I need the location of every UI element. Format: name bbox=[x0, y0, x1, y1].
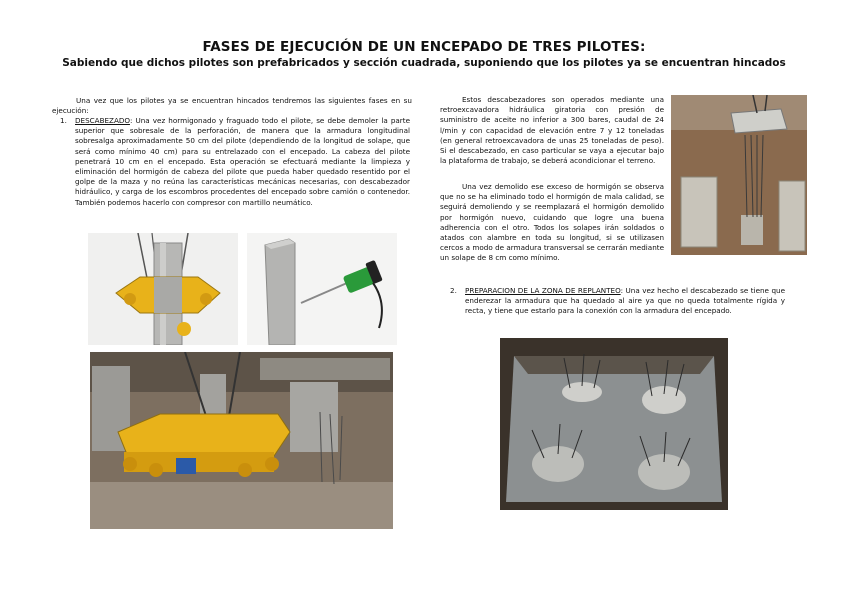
step2-paragraph bbox=[465, 286, 785, 317]
step1-heading: DESCABEZADO bbox=[75, 116, 130, 125]
right-paragraph-1: Estos descabezadores son operados mediante una retroexcavadora hidráulica giratoria con presión de suministro de aceite no inferior a 300 bares, caudal de 24 l/min y con capacidad de elevación entre 7 y 12 toneladas (en general retroexcavadora de unas 25 toneladas de peso). Si el descabezado, en caso particular se vaya a ejecutar bajo la plataforma de trabajo, se deberá acondicionar el terreno. bbox=[440, 95, 664, 166]
replanteo-zone-photo bbox=[500, 338, 728, 510]
step1-number: 1. bbox=[60, 116, 67, 125]
step2-number: 2. bbox=[450, 286, 457, 295]
intro-paragraph: Una vez que los pilotes ya se encuentran hincados tendremos las siguientes fases en su ejecución: bbox=[52, 96, 412, 116]
page-title: FASES DE EJECUCIÓN DE UN ENCEPADO DE TRES PILOTES: bbox=[202, 39, 646, 55]
right-paragraph-2: Una vez demolido ese exceso de hormigón se observa que no se ha eliminado todo el hormigón de mala calidad, se seguirá demoliendo y se reemplazará el hormigón demolido por hormigón nuevo, cuidando que logre una buena adherencia con el otro. Todos los solapes irán soldados o atados con alambre en toda su longitud, si se utilizasen cercos a modo de armadura transversal se cerrarán mediante un solape de 8 cm como mínimo. bbox=[440, 182, 664, 263]
pile-cutter-image bbox=[88, 233, 238, 345]
step2-text: : Una vez hecho el descabezado se tiene que enderezar la armadura que ha quedado al aire ya que no queda totalmente rígida y recta, y tiene que estarlo para la conexión con la armadura del encepado. bbox=[465, 286, 785, 316]
step1-text: : Una vez hormigonado y fraguado todo el pilote, se debe demoler la parte superior que sobresale de la perforación, de manera que la armadura longitudinal sobresalga aproximadamente 50 cm del pilote (dependiendo de la longitud de solape, que será como mínimo 40 cm) para su entrelazado con el encepado. La cabeza del pilote penetrará 10 cm en el encepado. Esta operación se efectuará mediante la limpieza y eliminación del hormigón de cabeza del pilote que pueda haber quedado resentido por el golpe de la maza y no reúna las características mecánicas necesarias, con descabezador hidráulico, y carga de los escombros procedentes del encepado sobre camión o contenedor. También podemos hacerlo con compresor con martillo neumático. bbox=[75, 116, 410, 207]
step1-paragraph bbox=[75, 116, 410, 208]
page-subtitle: Sabiendo que dichos pilotes son prefabricados y sección cuadrada, suponiendo que los pilotes ya se encuentran hincados bbox=[62, 57, 786, 69]
pneumatic-hammer-image bbox=[247, 233, 397, 345]
pile-heads-photo bbox=[671, 95, 807, 255]
step2-heading: PREPARACION DE LA ZONA DE REPLANTEO bbox=[465, 286, 621, 295]
site-cutter-photo bbox=[90, 352, 393, 529]
